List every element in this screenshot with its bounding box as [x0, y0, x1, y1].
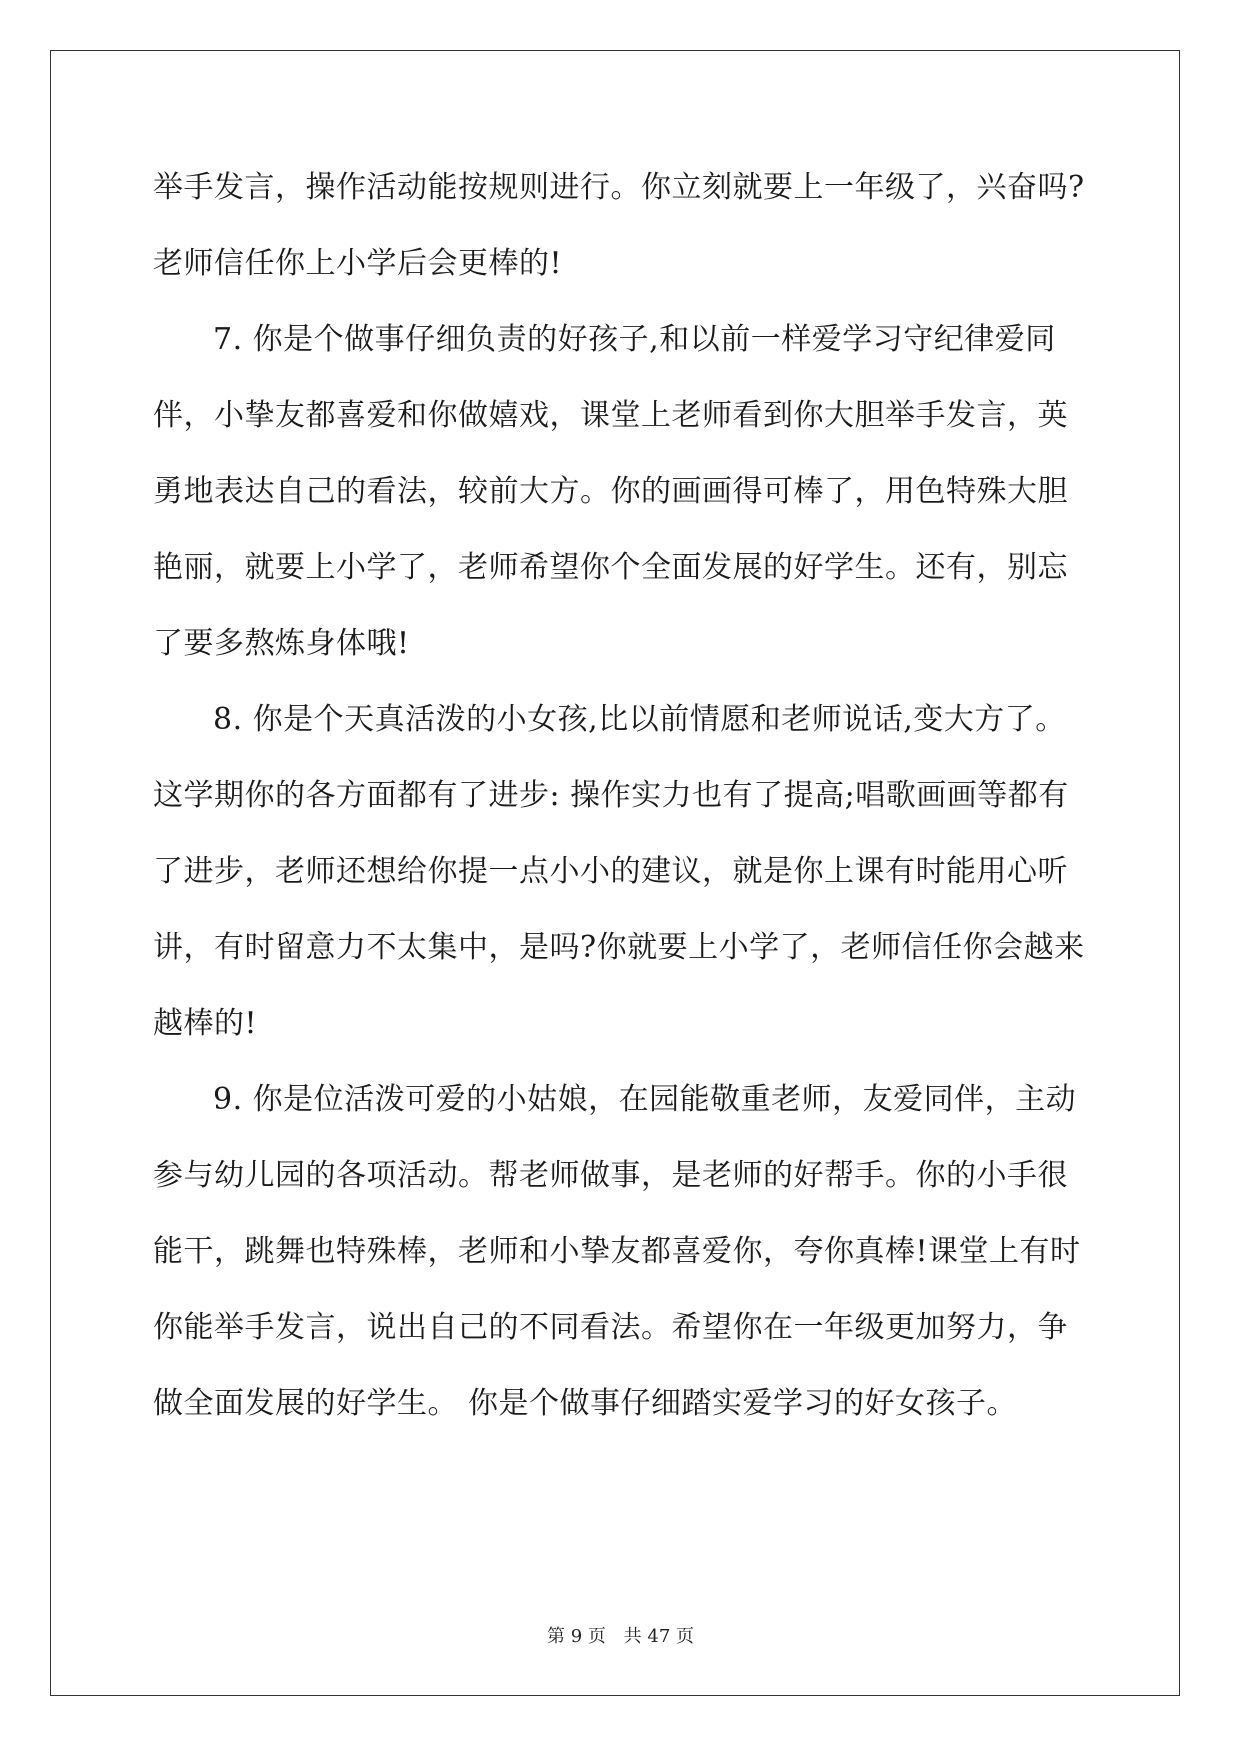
text-line: 讲，有时留意力不太集中，是吗?你就要上小学了，老师信任你会越来	[153, 930, 1085, 965]
paragraph-start-9: 9. 你是位活泼可爱的小姑娘，在园能敬重老师，友爱同伴，主动	[213, 1082, 1077, 1117]
page-number: 第 9 页	[547, 1626, 606, 1647]
text-line: 越棒的!	[153, 1006, 258, 1041]
page-footer	[0, 1622, 1241, 1648]
paragraph-start-8: 8. 你是个天真活泼的小女孩,比以前情愿和老师说话,变大方了。	[213, 702, 1066, 737]
page-total: 共 47 页	[623, 1626, 694, 1647]
text-line: 这学期你的各方面都有了进步: 操作实力也有了提高;唱歌画画等都有	[153, 778, 1069, 813]
text-line: 艳丽，就要上小学了，老师希望你个全面发展的好学生。还有，别忘	[153, 550, 1068, 585]
text-line: 能干，跳舞也特殊棒，老师和小挚友都喜爱你，夸你真棒!课堂上有时	[153, 1234, 1081, 1269]
document-body	[153, 150, 1093, 1442]
text-line: 你能举手发言，说出自己的不同看法。希望你在一年级更加努力，争	[153, 1310, 1068, 1345]
text-line: 参与幼儿园的各项活动。帮老师做事，是老师的好帮手。你的小手很	[153, 1158, 1068, 1193]
text-line: 老师信任你上小学后会更棒的!	[153, 246, 563, 281]
text-line: 伴，小挚友都喜爱和你做嬉戏，课堂上老师看到你大胆举手发言，英	[153, 398, 1068, 433]
text-line: 了要多熬炼身体哦!	[153, 626, 410, 661]
text-line: 举手发言，操作活动能按规则进行。你立刻就要上一年级了，兴奋吗?	[153, 170, 1085, 205]
text-line: 做全面发展的好学生。 你是个做事仔细踏实爱学习的好女孩子。	[153, 1386, 1018, 1421]
paragraph-start-7: 7. 你是个做事仔细负责的好孩子,和以前一样爱学习守纪律爱同	[213, 322, 1056, 357]
text-line: 了进步，老师还想给你提一点小小的建议，就是你上课有时能用心听	[153, 854, 1068, 889]
text-line: 勇地表达自己的看法，较前大方。你的画画得可棒了，用色特殊大胆	[153, 474, 1068, 509]
